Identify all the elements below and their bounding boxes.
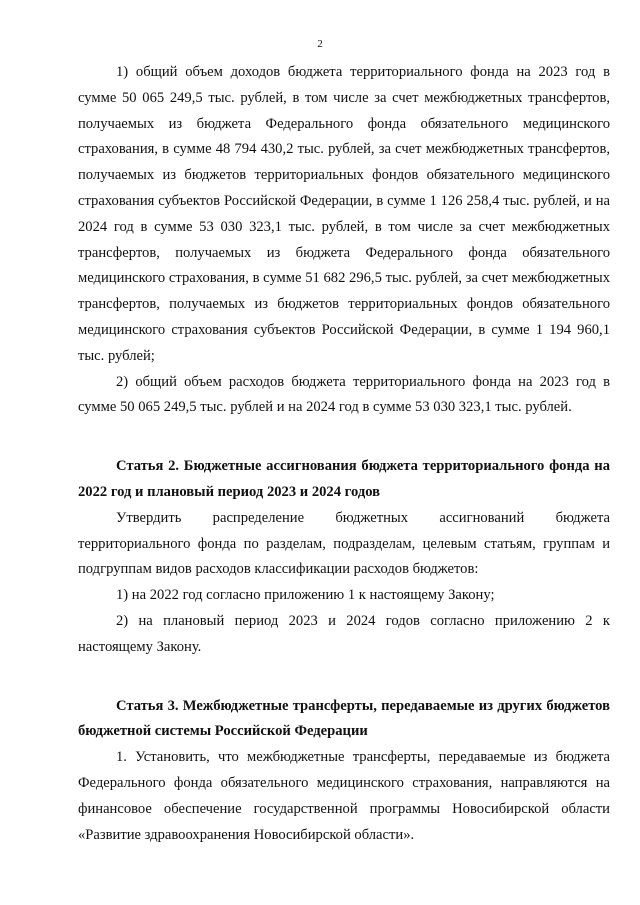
article-3-paragraph-1: 1. Установить, что межбюджетные трансферты, передаваемые из бюджета Федерального фонда обязательного медицинского страхования, направляются на финансовое обеспечение государственной программы Новосибирской области «Развитие здравоохранения Новосибирской области». [78, 749, 610, 843]
article-2-paragraph-1: Утвердить распределение бюджетных ассигнований бюджета территориального фонда по разделам, подразделам, целевым статьям, группам и подгруппам видов расходов классификации расходов бюджетов: [78, 509, 610, 578]
expenses-paragraph: 2) общий объем расходов бюджета территориального фонда на 2023 год в сумме 50 065 249,5 тыс. рублей и на 2024 год в сумме 53 030 323,1 тыс. рублей. [78, 373, 610, 416]
article-2-heading: Статья 2. Бюджетные ассигнования бюджета территориального фонда на 2022 год и плановый период 2023 и 2024 годов [78, 458, 610, 500]
article-2-paragraph-2: 1) на 2022 год согласно приложению 1 к настоящему Закону; [116, 587, 495, 604]
document-body [78, 60, 610, 848]
article-2-paragraph-3: 2) на плановый период 2023 и 2024 годов согласно приложению 2 к настоящему Закону. [78, 612, 610, 655]
income-paragraph: 1) общий объем доходов бюджета территориального фонда на 2023 год в сумме 50 065 249,5 тыс. рублей, в том числе за счет межбюджетных трансфертов, получаемых из бюджета Федерального фонда обязательного медицинского страхования, в сумме 48 794 430,2 тыс. рублей, за счет межбюджетных трансфертов, получаемых из бюджетов территориальных фондов обязательного медицинского страхования субъектов Российской Федерации, в сумме 1 126 258,4 тыс. рублей, и на 2024 год в сумме 53 030 323,1 тыс. рублей, в том числе за счет межбюджетных трансфертов, получаемых из бюджета Федерального фонда обязательного медицинского страхования, в сумме 51 682 296,5 тыс. рублей, за счет межбюджетных трансфертов, получаемых из бюджетов территориальных фондов обязательного медицинского страхования субъектов Российской Федерации, в сумме 1 194 960,1 тыс. рублей; [78, 64, 610, 364]
article-3-heading: Статья 3. Межбюджетные трансферты, передаваемые из других бюджетов бюджетной системы Российской Федерации [78, 697, 610, 740]
page-number: 2 [317, 38, 323, 50]
